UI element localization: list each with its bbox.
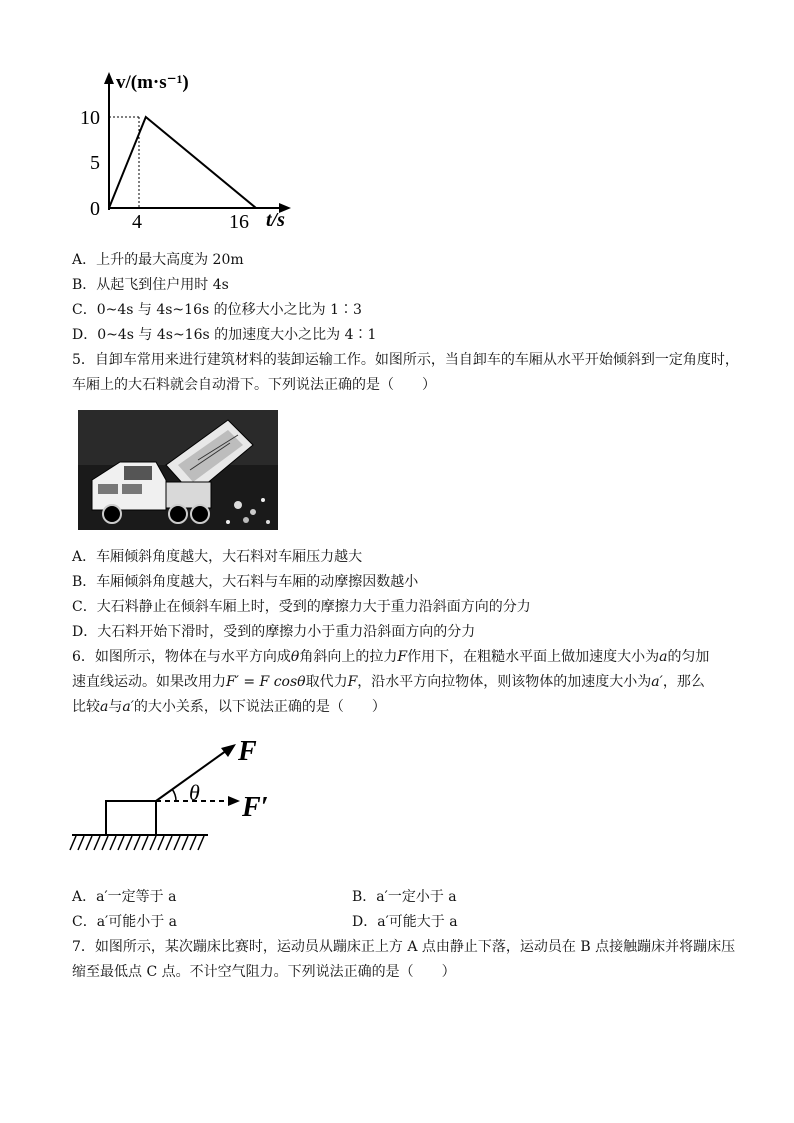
x-tick-16: 16 [229,211,249,233]
q5-option-d: D．大石料开始下滑时，受到的摩擦力小于重力沿斜面方向的分力 [72,624,476,640]
q6-l2-eq: F′ = F cosθ [226,674,306,690]
q6-l2-c: ，沿水平方向拉物体，则该物体的加速度大小为 [357,674,652,690]
theta-arc [172,789,176,801]
q6-l1-d: 的匀加 [667,649,710,665]
q6-l1-F: F [397,649,408,665]
q6-l3-b: 与 [108,699,123,715]
q7-stem-line2: 缩至最低点 C 点。不计空气阻力。下列说法正确的是（ ） [72,964,456,980]
q6-l1-a-sym: a [659,649,668,665]
y-axis-arrow [104,72,114,84]
x-tick-4: 4 [132,211,142,233]
q5-option-a: A．车厢倾斜角度越大，大石料对车厢压力越大 [72,549,363,565]
vt-graph [78,70,318,235]
dump-truck-photo [78,410,278,530]
q6-option-a: A．a′一定等于 a [72,889,177,905]
q6-l3-ap: a′ [122,699,134,715]
q6-l1-theta: θ [290,649,300,665]
q6-l3-a-sym: a [100,699,109,715]
force-F-arrowhead [221,744,236,757]
q6-l1-b: 角斜向上的拉力 [299,649,398,665]
q7-stem-line1: 7．如图所示，某次蹦床比赛时，运动员从蹦床正上方 A 点由静止下落，运动员在 B 点接触蹦床并将蹦床压 [72,939,736,955]
q4-option-d: D．0~4s 与 4s~16s 的加速度大小之比为 4∶1 [72,327,377,343]
q6-l2-b: 取代力 [305,674,348,690]
y-tick-10: 10 [80,107,100,129]
block [106,801,156,835]
q5-option-b: B．车厢倾斜角度越大，大石料与车厢的动摩擦因数越小 [72,574,419,590]
ground-hatching [70,836,204,850]
q6-option-c: C．a′可能小于 a [72,914,178,930]
q6-l2-d: ，那么 [662,674,705,690]
label-F-prime: F′ [242,792,269,823]
q5-stem-line1: 5．自卸车常用来进行建筑材料的装卸运输工作。如图所示，当自卸车的车厢从水平开始倾斜到一定角度时， [72,352,739,368]
q4-option-b: B．从起飞到住户用时 4s [72,277,229,293]
label-theta: θ [189,780,200,805]
q6-l3-a: 比较 [72,699,100,715]
q6-l1-c: 作用下，在粗糙水平面上做加速度大小为 [407,649,660,665]
q6-option-d: D．a′可能大于 a [352,914,458,930]
q4-option-c: C．0~4s 与 4s~16s 的位移大小之比为 1∶3 [72,302,362,318]
q5-option-c: C．大石料静止在倾斜车厢上时，受到的摩擦力大于重力沿斜面方向的分力 [72,599,531,615]
q6-l1-a: 6．如图所示，物体在与水平方向成 [72,649,291,665]
force-F-prime-arrowhead [228,796,240,806]
y-tick-0: 0 [90,198,100,220]
q5-stem-line2: 车厢上的大石料就会自动滑下。下列说法正确的是（ ） [72,377,436,393]
label-F: F [238,736,257,767]
q6-l2-F: F [347,674,358,690]
q6-option-b: B．a′一定小于 a [352,889,457,905]
x-axis-label: t/s [266,209,285,231]
q6-l3-c: 的大小关系，以下说法正确的是（ ） [133,699,386,715]
q6-stem-line1 [72,647,709,667]
q6-l2-ap: a′ [651,674,663,690]
q6-l2-a: 速直线运动。如果改用力 [72,674,226,690]
velocity-series-line [109,117,256,208]
q6-stem-line2 [72,672,705,692]
y-axis-label: v/(m·s⁻¹) [116,72,189,93]
q6-stem-line3 [72,697,386,717]
y-tick-5: 5 [90,152,100,174]
q4-option-a: A．上升的最大高度为 20m [72,252,244,268]
force-diagram [68,730,288,860]
